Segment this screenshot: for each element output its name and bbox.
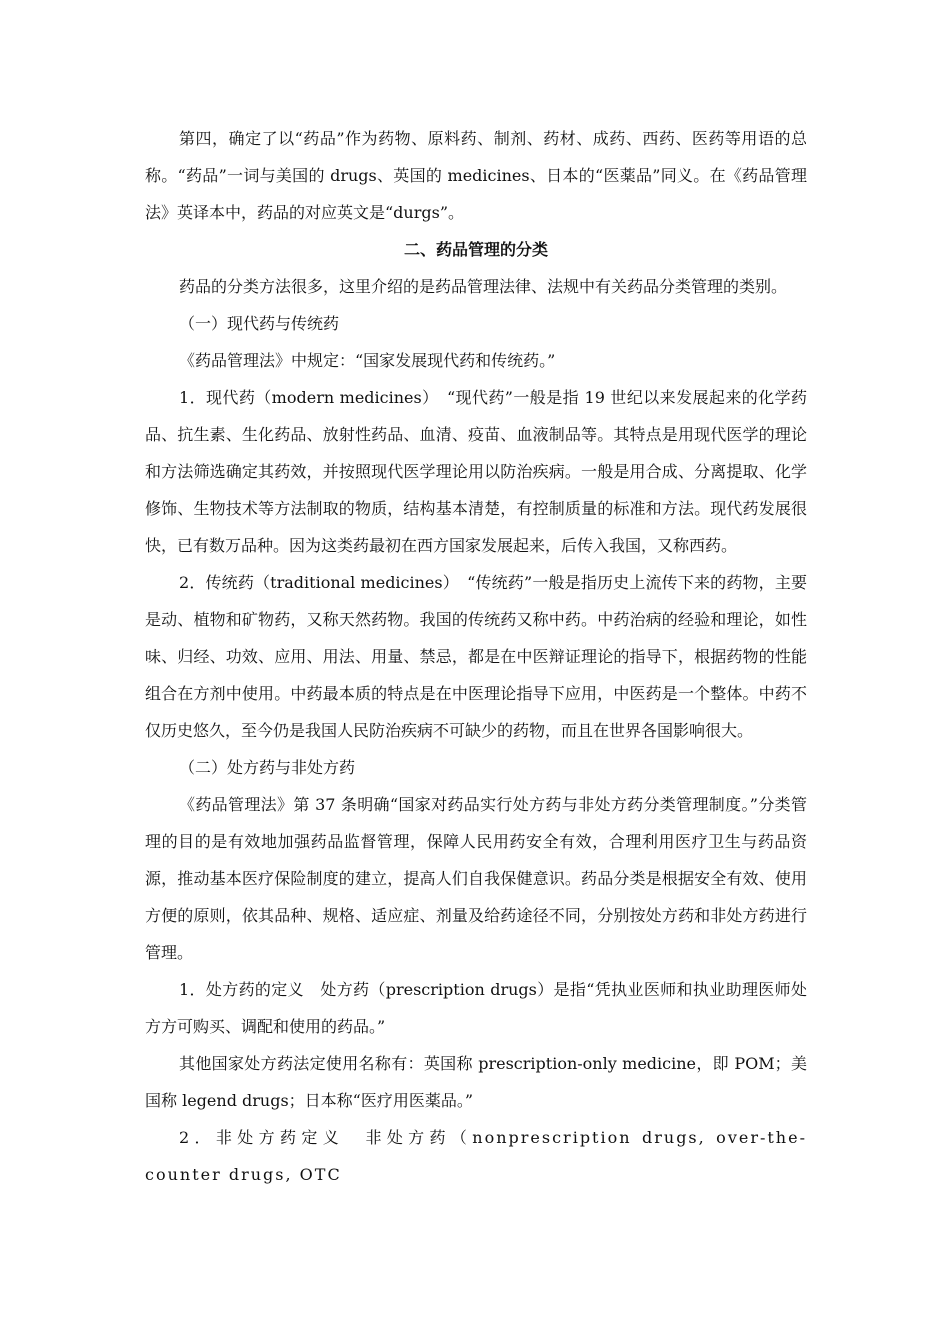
subheading-prescription: （二）处方药与非处方药 (179, 758, 356, 777)
section-heading: 二、药品管理的分类 (403, 240, 548, 259)
paragraph-prescription-definition: 1．处方药的定义 处方药（prescription drugs）是指“凭执业医师和执业助理医师处方方可购买、调配和使用的药品。” (145, 980, 807, 1036)
document-body (145, 120, 807, 1193)
paragraph-article-37: 《药品管理法》第 37 条明确“国家对药品实行处方药与非处方药分类管理制度。”分类管理的目的是有效地加强药品监督管理，保障人民用药安全有效，合理利用医疗卫生与药品资源，推动基本医疗保险制度的建立，提高人们自我保健意识。药品分类是根据安全有效、使用方便的原则，依其品种、规格、适应症、剂量及给药途径不同，分别按处方药和非处方药进行管理。 (145, 795, 807, 962)
paragraph-other-countries: 其他国家处方药法定使用名称有：英国称 prescription-only medicine，即 POM；美国称 legend drugs；日本称“医疗用医薬品。” (145, 1054, 807, 1110)
paragraph-traditional-medicines: 2．传统药（traditional medicines） “传统药”一般是指历史上流传下来的药物，主要是动、植物和矿物药，又称天然药物。我国的传统药又称中药。中药治病的经验和理论，如性味、归经、功效、应用、用法、用量、禁忌，都是在中医辩证理论的指导下，根据药物的性能组合在方剂中使用。中药最本质的特点是在中医理论指导下应用，中医药是一个整体。中药不仅历史悠久，至今仍是我国人民防治疾病不可缺少的药物，而且在世界各国影响很大。 (145, 573, 807, 740)
paragraph-otc-definition: 2．非处方药定义 非处方药（nonprescription drugs, over-the-counter drugs, OTC (145, 1128, 807, 1184)
paragraph-modern-medicines: 1．现代药（modern medicines） “现代药”一般是指 19 世纪以来发展起来的化学药品、抗生素、生化药品、放射性药品、血清、疫苗、血液制品等。其特点是用现代医学的理论和方法筛选确定其药效，并按照现代医学理论用以防治疾病。一般是用合成、分离提取、化学修饰、生物技术等方法制取的物质，结构基本清楚，有控制质量的标准和方法。现代药发展很快，已有数万品种。因为这类药最初在西方国家发展起来，后传入我国，又称西药。 (145, 388, 807, 555)
paragraph-fourth-point: 第四，确定了以“药品”作为药物、原料药、制剂、药材、成药、西药、医药等用语的总称。“药品”一词与美国的 drugs、英国的 medicines、日本的“医薬品”同义。在《药品管理法》英译本中，药品的对应英文是“durgs”。 (145, 129, 807, 222)
paragraph-classification-intro: 药品的分类方法很多，这里介绍的是药品管理法律、法规中有关药品分类管理的类别。 (179, 277, 788, 296)
subheading-modern-traditional: （一）现代药与传统药 (179, 314, 340, 333)
paragraph-law-quote: 《药品管理法》中规定：“国家发展现代药和传统药。” (179, 351, 556, 370)
